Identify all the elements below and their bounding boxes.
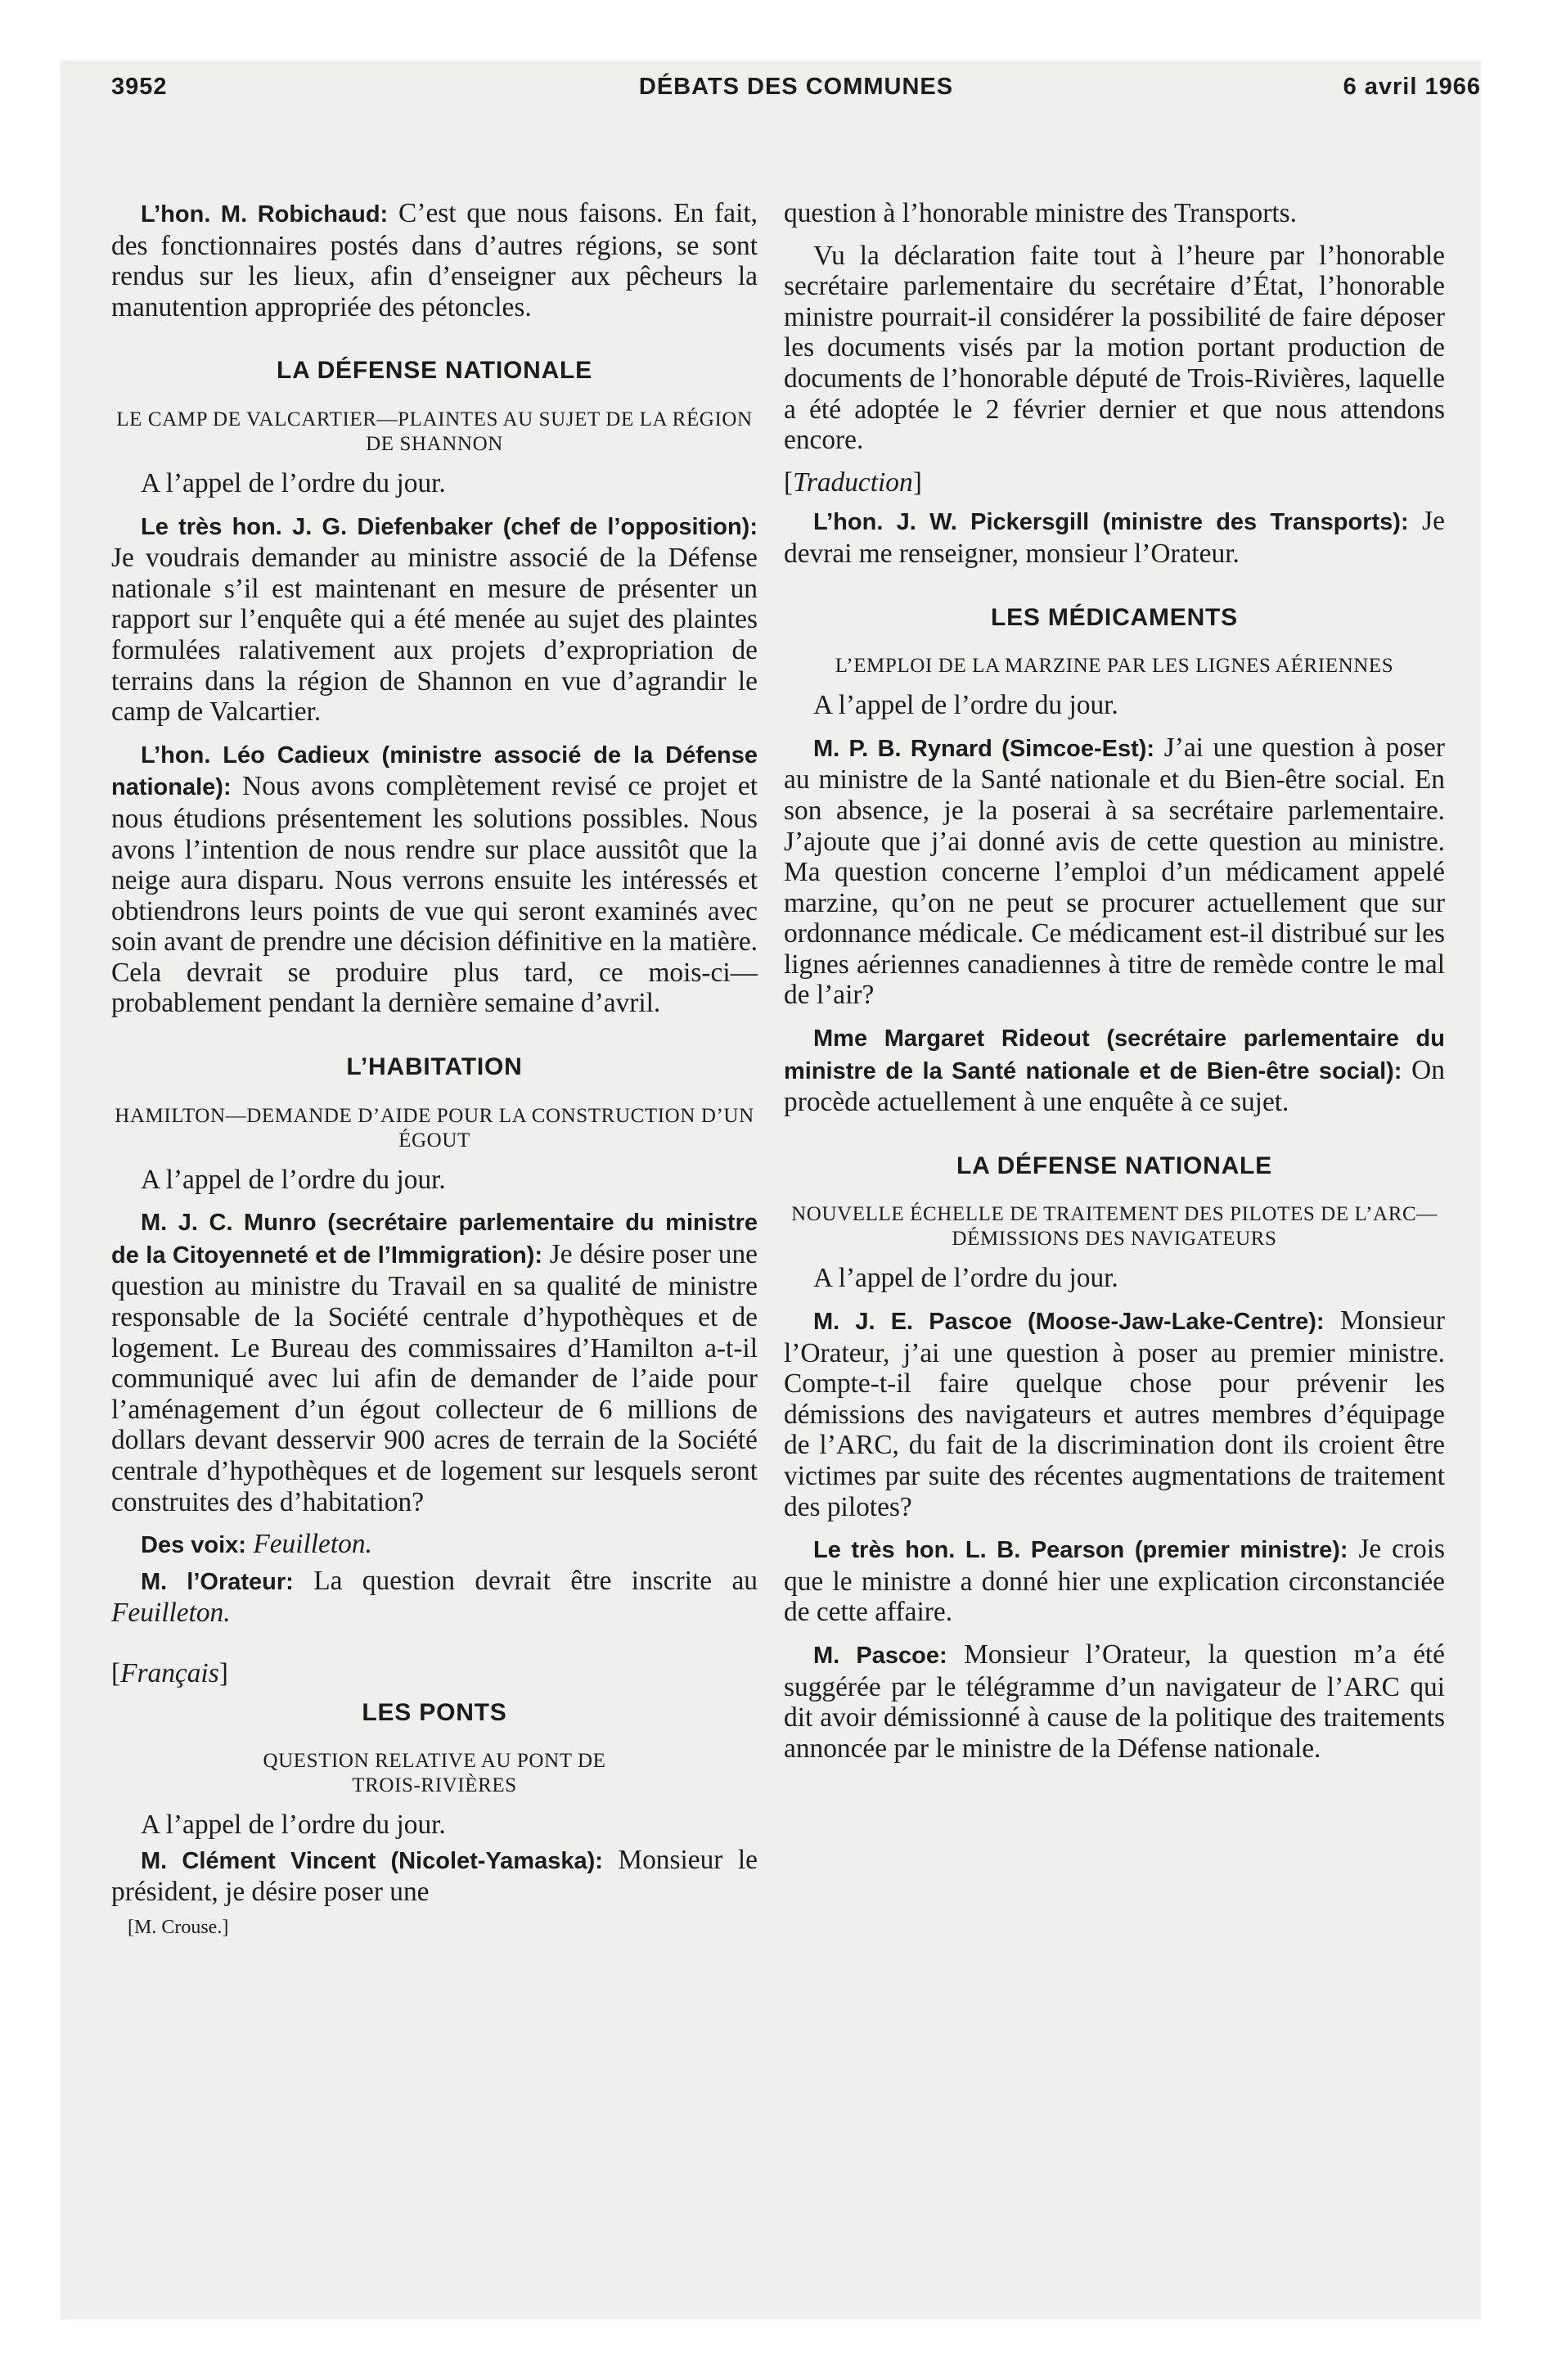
journal-title: DÉBATS DES COMMUNES bbox=[638, 74, 954, 100]
paragraph-text: On procède actuellement à une enquête à ce sujet. bbox=[784, 1054, 1445, 1118]
paragraph-cadieux bbox=[111, 739, 758, 1019]
section-title-medicaments: LES MÉDICAMENTS bbox=[990, 603, 1238, 631]
language-label: Traduction bbox=[793, 467, 913, 498]
speaker-name: M. l’Orateur: bbox=[141, 1568, 294, 1595]
paragraph-text: Feuilleton. bbox=[253, 1529, 372, 1560]
paragraph-text: J’ai une question à poser au ministre de la Santé nationale et du Bien-être social. En son absence, je la poserai à sa secrétaire parlementaire. J’ajoute que j’ai donné avis de cette question au ministre. Ma question concerne l’emploi d’un médicament appelé marzine, qu’on ne peut se procurer actuellement que sur ordonnance médicale. Ce médicament est-il distribué sur les lignes aériennes canadiennes à titre de remède contre le mal de l’air? bbox=[784, 732, 1445, 1011]
paragraph-munro bbox=[111, 1206, 758, 1517]
right-column bbox=[784, 198, 1445, 1775]
speaker-name: L’hon. J. W. Pickersgill (ministre des Transports): bbox=[813, 509, 1409, 536]
section-subtitle-trois-rivieres: QUESTION RELATIVE AU PONT DE TROIS-RIVIÈRES bbox=[263, 1750, 606, 1797]
section-title-defense: LA DÉFENSE NATIONALE bbox=[276, 357, 592, 385]
speaker-name: Le très hon. L. B. Pearson (premier ministre): bbox=[813, 1537, 1348, 1564]
paragraph-diefenbaker bbox=[111, 511, 758, 728]
paragraph-pickersgill bbox=[784, 506, 1445, 569]
speaker-name: Mme Margaret Rideout (secrétaire parlementaire du ministre de la Santé nationale et de Bien-être social): bbox=[784, 1025, 1445, 1084]
section-title-defense-2: LA DÉFENSE NATIONALE bbox=[956, 1152, 1272, 1179]
paragraph-pascoe-2 bbox=[784, 1639, 1445, 1764]
speaker-name: M. J. C. Munro (secrétaire parlementaire du ministre de la Citoyenneté et de l’Immigration): bbox=[111, 1210, 758, 1269]
paragraph-text: Nous avons complètement revisé ce projet et nous étudions présentement les solutions possibles. Nous avons l’intention de nous rendre sur place aussitôt que la neige aura disparu. Nous verrons ensuite les intéressés et obtiendrons leurs points de vue qui seront examinés avec soin avant de prendre une décision définitive en la matière. Cela devrait se produire plus tard, ce mois-ci—probablement pendant la dernière semaine d’avril. bbox=[111, 771, 758, 1019]
language-label: Français bbox=[120, 1657, 219, 1688]
paragraph-robichaud bbox=[111, 198, 758, 322]
paragraph-text: Je désire poser une question au ministre du Travail en sa qualité de ministre responsable de la Société centrale d’hypothèques et de logement. Le Bureau des commissaires d’Hamilton a-t-il communiqué avec lui afin de demander de l’aide pour l’aménagement d’un égout collecteur de 6 millions de dollars devant desservir 900 acres de terrain de la Société centrale d’hypothèques et de logement sur lesquels seront construites des d’habitation? bbox=[111, 1238, 758, 1517]
section-title-ponts: LES PONTS bbox=[362, 1698, 507, 1726]
speaker-name: M. Pascoe: bbox=[813, 1642, 947, 1669]
section-subtitle-arc: NOUVELLE ÉCHELLE DE TRAITEMENT DES PILOTES DE L’ARC—DÉMISSIONS DES NAVIGATEURS bbox=[791, 1203, 1438, 1251]
speaker-name: M. P. B. Rynard (Simcoe-Est): bbox=[813, 735, 1155, 762]
paragraph-vincent bbox=[111, 1845, 758, 1908]
paragraph-pearson bbox=[784, 1534, 1445, 1628]
paragraph-text: La question devrait être inscrite au bbox=[293, 1565, 758, 1596]
speaker-name: Le très hon. J. G. Diefenbaker (chef de l’opposition): bbox=[141, 513, 758, 540]
paragraph-continuation: question à l’honorable ministre des Transports. bbox=[784, 198, 1297, 228]
paragraph-text: Monsieur l’Orateur, j’ai une question à poser au premier ministre. Compte-t-il faire quelque chose pour prévenir les démissions des navigateurs et autres membres d’équipage de l’ARC, du fait de la discrimination dont ils croient être victimes par suite des récentes augmentations de traitement des pilotes? bbox=[784, 1305, 1445, 1522]
issue-date: 6 avril 1966 bbox=[1343, 74, 1481, 100]
page-number: 3952 bbox=[111, 74, 168, 100]
order-of-day: A l’appel de l’ordre du jour. bbox=[141, 1164, 446, 1195]
speaker-name: L’hon. M. Robichaud: bbox=[141, 201, 389, 228]
paragraph-speaker-orateur bbox=[111, 1566, 758, 1629]
paragraph-text: Monsieur le président, je désire poser une bbox=[111, 1844, 758, 1908]
language-marker: [Français] bbox=[111, 1657, 228, 1688]
paragraph-text: C’est que nous faisons. En fait, des fonctionnaires postés dans d’autres régions, se sont rendus sur les lieux, afin d’enseigner aux pêcheurs la manutention appropriée des pétoncles. bbox=[111, 198, 758, 322]
paragraph-rynard bbox=[784, 732, 1445, 1011]
footnote-crouse: [M. Crouse.] bbox=[128, 1916, 229, 1938]
left-column bbox=[111, 198, 758, 1944]
running-header bbox=[111, 74, 1481, 115]
paragraph-vincent-cont: Vu la déclaration faite tout à l’heure par l’honorable secrétaire parlementaire du secrétaire d’État, l’honorable ministre pourrait-il considérer la possibilité de faire déposer les documents visés par la motion portant production de documents de l’honorable député de Trois-Rivières, laquelle a été adoptée le 2 février dernier et que nous attendons encore. bbox=[784, 240, 1445, 456]
order-of-day: A l’appel de l’ordre du jour. bbox=[141, 1810, 446, 1841]
order-of-day: A l’appel de l’ordre du jour. bbox=[813, 1263, 1118, 1294]
language-marker: [Traduction] bbox=[784, 467, 922, 498]
paragraph-voices bbox=[111, 1529, 758, 1562]
speaker-name: L’hon. Léo Cadieux (ministre associé de la Défense nationale): bbox=[111, 741, 758, 801]
speaker-name: Des voix: bbox=[141, 1532, 246, 1559]
paragraph-text: Je devrai me renseigner, monsieur l’Orateur. bbox=[784, 506, 1445, 569]
speaker-name: M. J. E. Pascoe (Moose-Jaw-Lake-Centre): bbox=[813, 1309, 1325, 1336]
section-subtitle-valcartier: LE CAMP DE VALCARTIER—PLAINTES AU SUJET DE LA RÉGION DE SHANNON bbox=[116, 408, 753, 455]
order-of-day: A l’appel de l’ordre du jour. bbox=[813, 690, 1118, 721]
order-of-day: A l’appel de l’ordre du jour. bbox=[141, 467, 446, 498]
paragraph-text: Monsieur l’Orateur, la question m’a été suggérée par le télégramme d’un navigateur de l’ARC qui dit avoir démissionné à cause de la politique des traitements annoncée par le ministre de la Défense nationale. bbox=[784, 1639, 1445, 1764]
paragraph-emphasis: Feuilleton. bbox=[111, 1598, 231, 1629]
section-subtitle-marzine: L’EMPLOI DE LA MARZINE PAR LES LIGNES AÉRIENNES bbox=[835, 655, 1394, 678]
paragraph-text: Je crois que le ministre a donné hier une explication circonstanciée de cette affaire. bbox=[784, 1534, 1446, 1628]
section-subtitle-hamilton: HAMILTON—DEMANDE D’AIDE POUR LA CONSTRUCTION D’UN ÉGOUT bbox=[115, 1104, 754, 1152]
section-title-habitation: L’HABITATION bbox=[346, 1053, 523, 1081]
paragraph-pascoe bbox=[784, 1305, 1445, 1522]
paragraph-text: Je voudrais demander au ministre associé de la Défense nationale s’il est maintenant en mesure de présenter un rapport sur l’enquête qui a été menée au sujet des plaintes formulées ralativement aux projets d’expropriation de terrains dans la région de Shannon en vue d’agrandir le camp de Valcartier. bbox=[111, 543, 758, 728]
speaker-name: M. Clément Vincent (Nicolet-Yamaska): bbox=[141, 1847, 603, 1874]
paragraph-rideout bbox=[784, 1022, 1445, 1118]
